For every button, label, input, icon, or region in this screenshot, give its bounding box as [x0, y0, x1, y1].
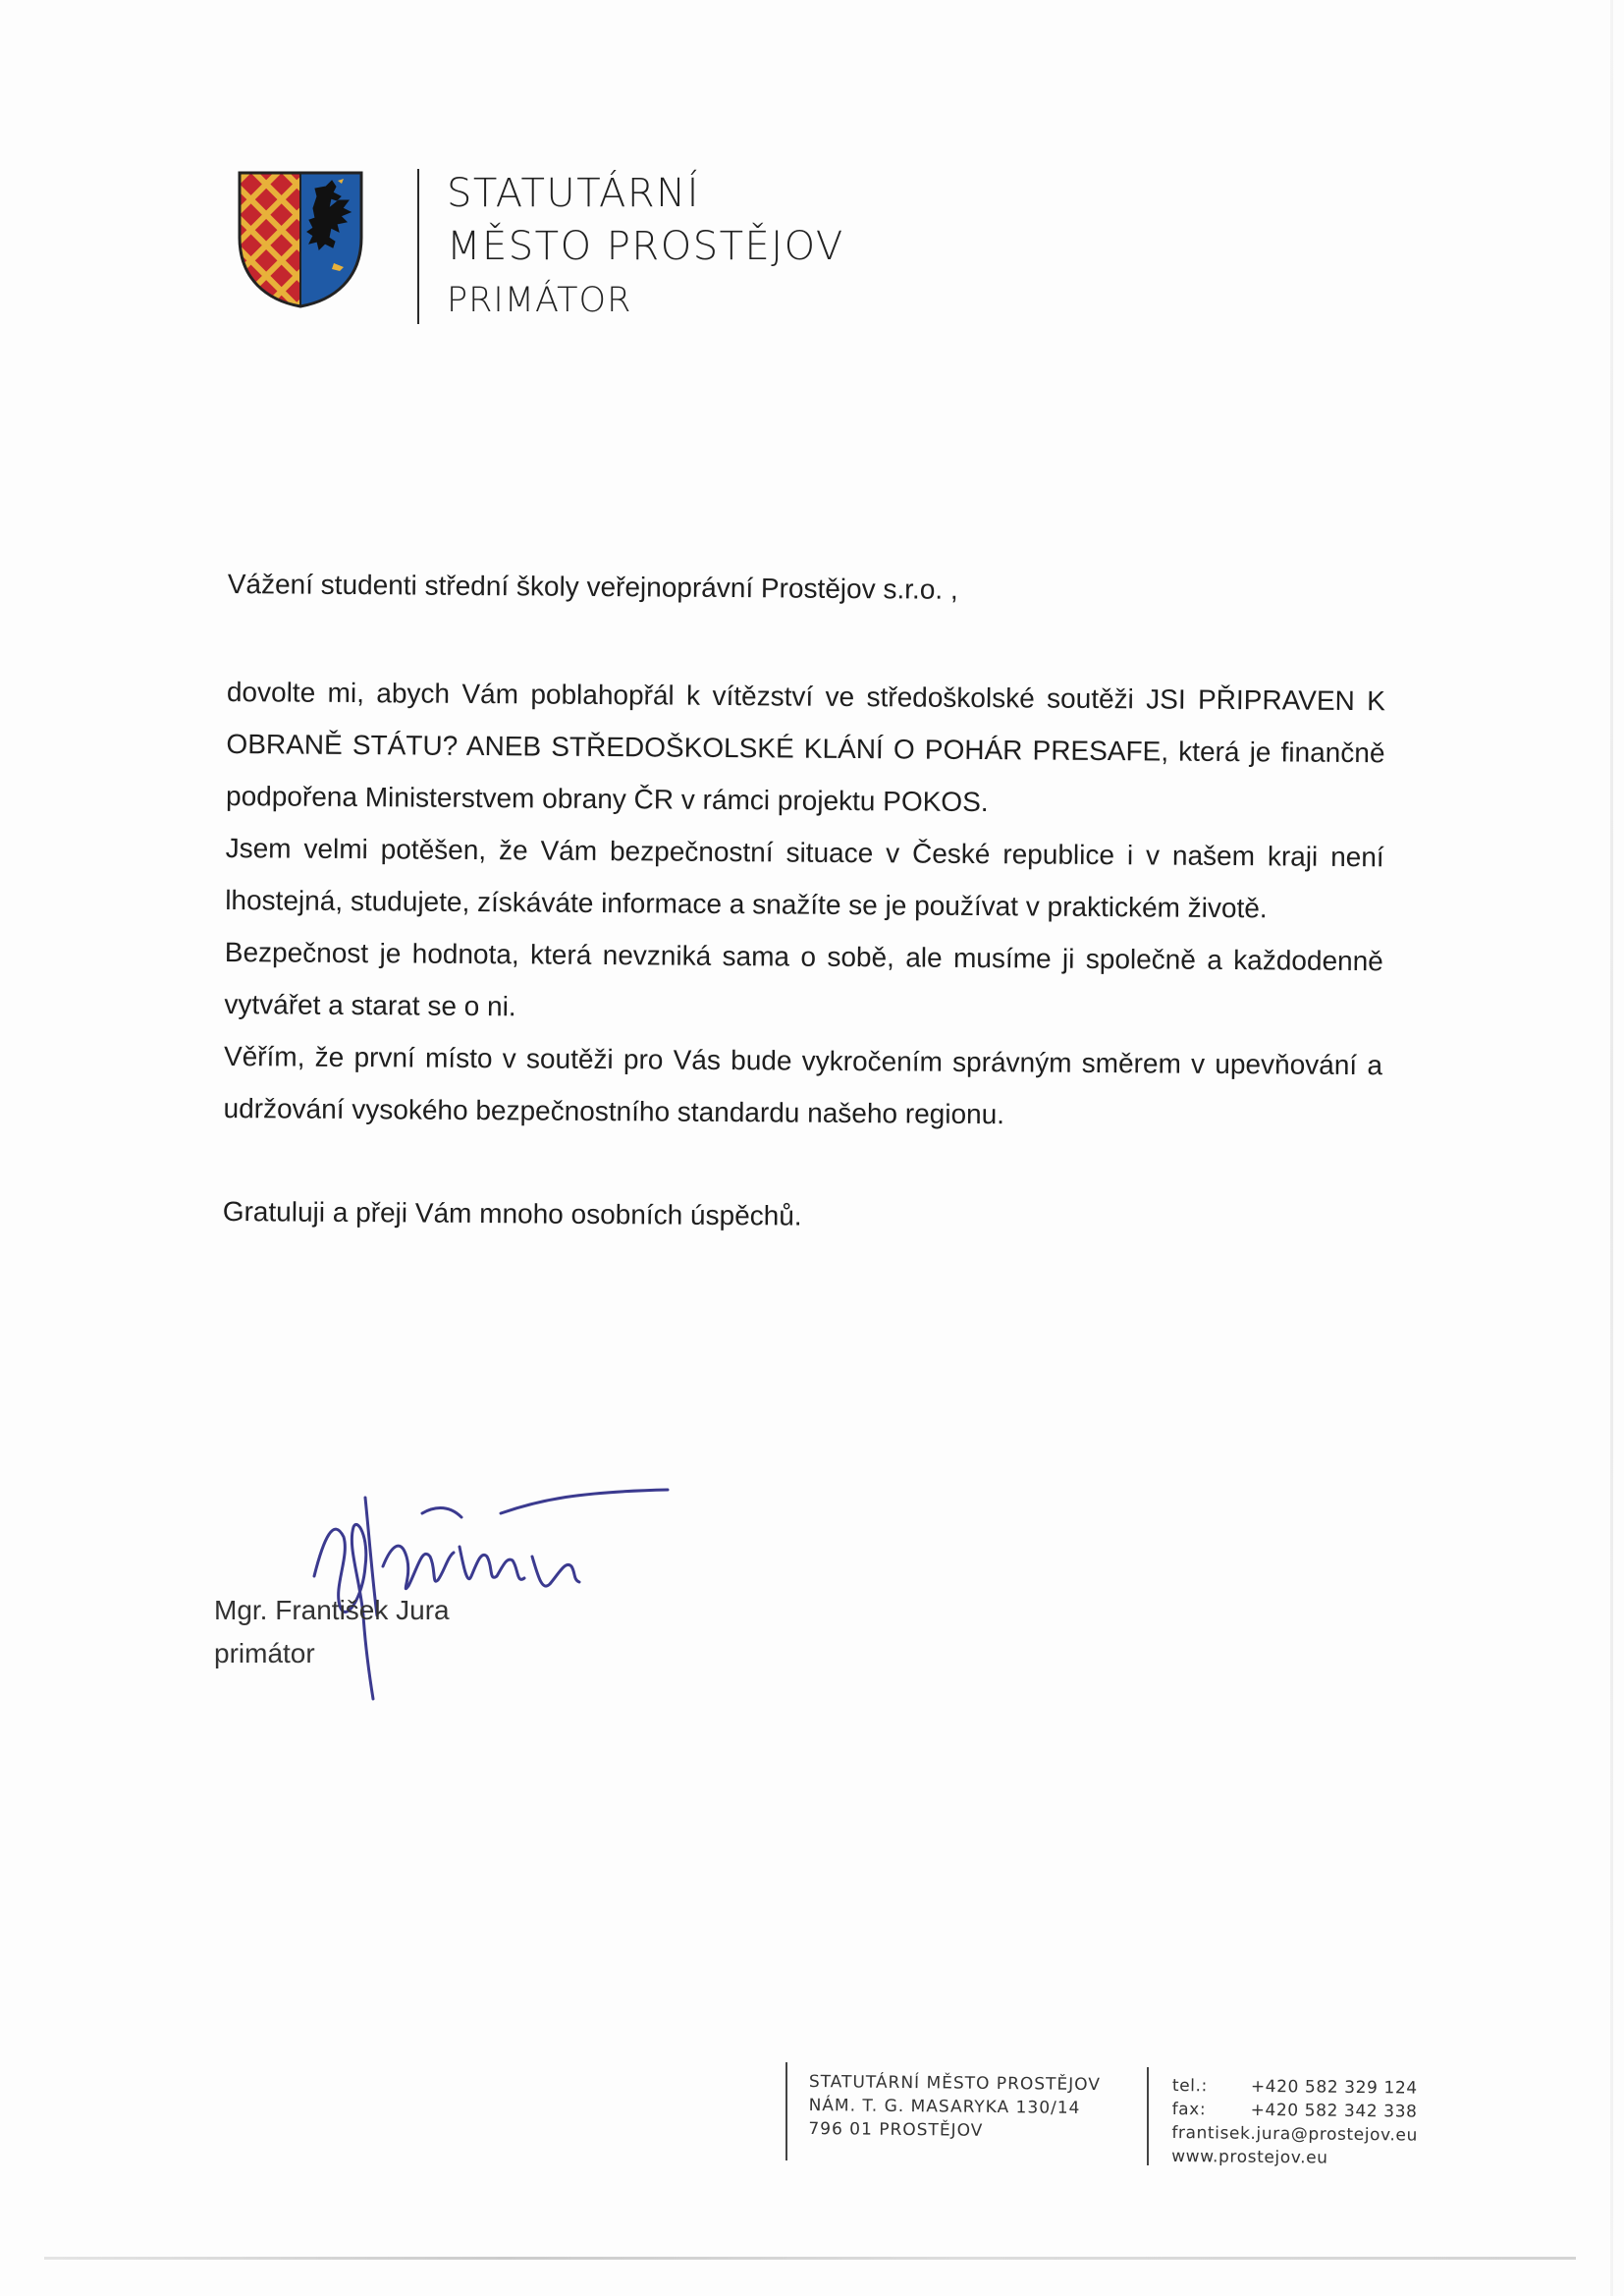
letter-greeting: Vážení studenti střední školy veřejnoprávní Prostějov s.r.o. ,: [227, 568, 958, 605]
footer-address-line-2: NÁM. T. G. MASARYKA 130/14: [808, 2095, 1081, 2118]
footer-tel-row: [1172, 2074, 1419, 2101]
footer-address: [808, 2070, 1101, 2144]
letter-paragraph-4: Věřím, že první místo v soutěži pro Vás bude vykročením správným směrem v upevňování a udržování vysokého bezpečnostního standardu našeho regionu.: [223, 1040, 1383, 1130]
footer-divider-left: [785, 2062, 787, 2160]
letterhead-line-2: MĚSTO PROSTĚJOV: [447, 224, 844, 269]
letter-paragraph-2: Jsem velmi potěšen, že Vám bezpečnostní situace v České republice i v našem kraji není lhostejná, studujete, získáváte informace a snažíte se je používat v praktickém životě.: [225, 832, 1384, 924]
letter-paragraph-1: dovolte mi, abych Vám poblahopřál k vítězství ve středoškolské soutěži JSI PŘIPRAVEN K OBRANĚ STÁTU? ANEB STŘEDOŠKOLSKÉ KLÁNÍ O POHÁR PRESAFE, která je finančně podpořena Ministerstvem obrany ČR v rámci projektu POKOS.: [225, 676, 1386, 818]
letter-body: [223, 558, 1386, 1246]
letterhead-title: [447, 167, 844, 328]
footer-address-line-3: 796 01 PROSTĚJOV: [808, 2118, 984, 2141]
letter-closing: Gratuluji a přeji Vám mnoho osobních úspěchů.: [222, 1195, 802, 1231]
footer-email[interactable]: frantisek.jura@prostejov.eu: [1171, 2122, 1418, 2146]
footer-contact: [1171, 2074, 1419, 2171]
signer-block: [214, 1589, 450, 1675]
footer-tel-value: +420 582 329 124: [1250, 2076, 1418, 2099]
letterhead-divider: [417, 169, 419, 324]
signer-name: Mgr. František Jura: [214, 1595, 450, 1625]
footer-tel-label: tel.:: [1171, 2076, 1208, 2097]
letterhead-line-1: STATUTÁRNÍ: [447, 171, 700, 216]
signer-title: primátor: [214, 1638, 315, 1668]
letterhead-line-3: PRIMÁTOR: [447, 281, 632, 320]
letter-paragraph-3: Bezpečnost je hodnota, která nevzniká sama o sobě, ale musíme ji společně a každodenně vytvářet a starat se o ni.: [224, 936, 1383, 1022]
footer-fax-value: +420 582 342 338: [1250, 2100, 1418, 2122]
footer-divider-right: [1147, 2067, 1149, 2165]
scan-edge-bottom: [44, 2257, 1576, 2260]
footer-fax-label: fax:: [1171, 2099, 1207, 2120]
coat-of-arms-icon: [236, 169, 365, 310]
footer-fax-row: [1171, 2098, 1418, 2124]
footer-website[interactable]: www.prostejov.eu: [1171, 2146, 1328, 2168]
scan-edge-right: [1610, 0, 1613, 2296]
footer-address-line-1: STATUTÁRNÍ MĚSTO PROSTĚJOV: [808, 2072, 1102, 2096]
